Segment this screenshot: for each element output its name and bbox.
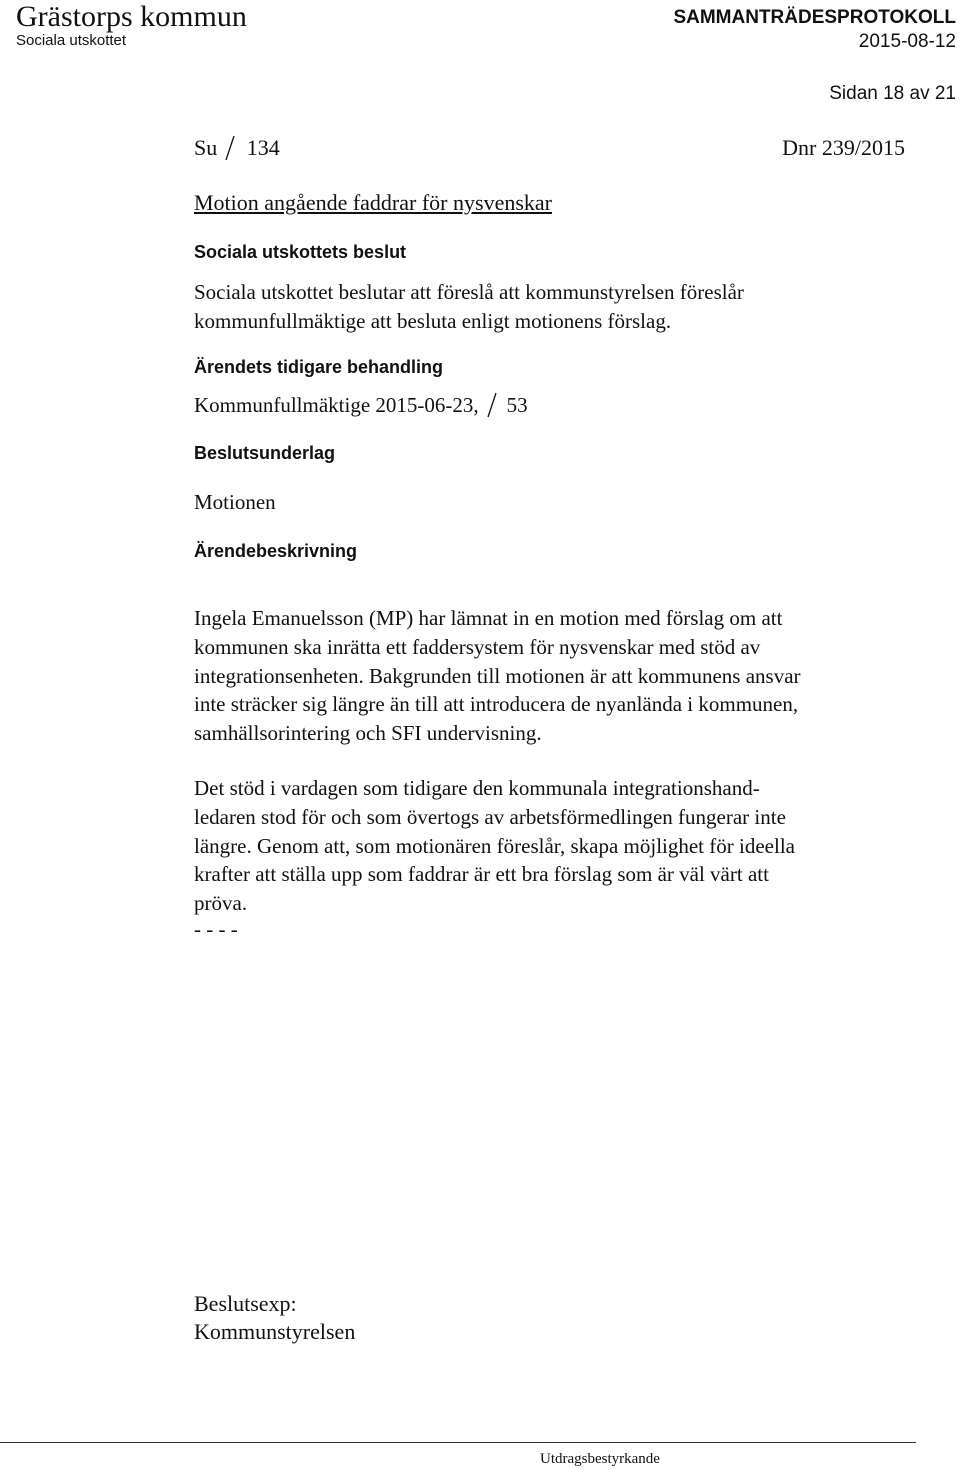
section-sign-icon [223,135,237,161]
description-heading: Ärendebeskrivning [194,541,358,561]
history-text [194,391,924,420]
municipality-name: Grästorps kommun [16,0,247,33]
description-paragraph-2 [194,774,924,918]
footer-certification: Utdragsbestyrkande [540,1451,660,1467]
text-line: krafter att ställa upp som faddrar är ett bra förslag som är väl värt att [194,862,769,887]
expedition-label: Beslutsexp: [194,1291,297,1316]
item-subject: Motion angående faddrar för nysvenskar [194,190,552,215]
page-number: Sidan 18 av 21 [829,83,956,104]
decision-text [194,278,924,336]
history-text-after: 53 [506,393,528,417]
document-type: SAMMANTRÄDESPROTOKOLL [673,7,956,28]
text-line: Ingela Emanuelsson (MP) har lämnat in en motion med förslag om att [194,606,783,630]
end-marker: - - - - [194,917,238,941]
section-sign-icon [485,392,499,418]
text-line: pröva. [194,891,248,916]
text-line: Sociala utskottet beslutar att föreslå att kommunstyrelsen föreslår [194,280,744,304]
text-line: ledaren stod för och som övertogs av arbetsförmedlingen fungerar inte [194,804,786,829]
committee-name: Sociala utskottet [16,32,127,49]
paragraph-value: 134 [246,135,280,160]
expedition-recipient: Kommunstyrelsen [194,1319,356,1344]
text-line: Det stöd i vardagen som tidigare den kommunala integrationshand- [194,776,760,800]
decision-heading: Sociala utskottets beslut [194,242,407,262]
basis-text [194,488,924,517]
text-line: samhällsorintering och SFI undervisning. [194,721,542,746]
text-line [194,391,924,420]
history-text-before: Kommunfullmäktige 2015-06-23, [194,393,479,417]
history-heading: Ärendets tidigare behandling [194,357,444,377]
diary-number: Dnr 239/2015 [782,135,905,160]
footer-divider [0,1442,916,1443]
text-line: kommunfullmäktige att besluta enligt motionens förslag. [194,308,672,333]
basis-heading: Beslutsunderlag [194,443,336,463]
text-line: kommunen ska inrätta ett faddersystem för nysvenskar med stöd av [194,634,761,659]
text-line: inte sträcker sig längre än till att introducera de nyanlända i kommunen, [194,692,799,717]
paragraph-prefix: Su [194,135,218,160]
paragraph-number [194,134,280,162]
description-paragraph-1 [194,604,924,748]
document-date: 2015-08-12 [858,31,956,52]
text-line: längre. Genom att, som motionären föreslår, skapa möjlighet för ideella [194,833,795,858]
text-line: integrationsenheten. Bakgrunden till motionen är att kommunens ansvar [194,663,801,688]
text-line: Motionen [194,490,276,514]
